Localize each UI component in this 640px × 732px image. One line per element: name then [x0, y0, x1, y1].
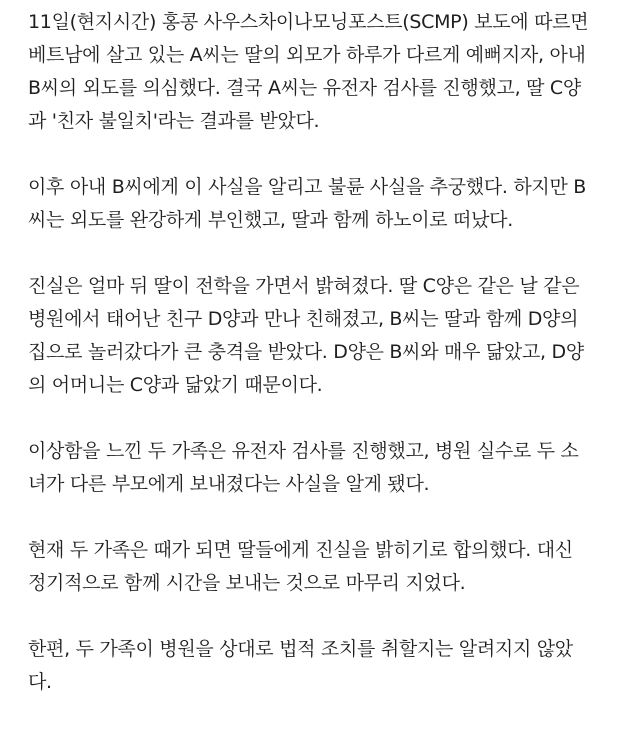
paragraph-line: 현재 두 가족은 때가 되면 딸들에게 진실을 밝히기로 합의했다. 대신 — [28, 539, 573, 561]
article-body — [28, 6, 624, 732]
paragraph-line: 진실은 얼마 뒤 딸이 전학을 가면서 밝혀졌다. 딸 C양은 같은 날 같은 — [28, 275, 580, 297]
paragraph-line: 베트남에 살고 있는 A씨는 딸의 외모가 하루가 다르게 예뻐지자, 아내 — [28, 44, 586, 66]
paragraph-line: 11일(현지시간) 홍콩 사우스차이나모닝포스트(SCMP) 보도에 따르면 — [28, 11, 589, 33]
paragraph-line: 이후 아내 B씨에게 이 사실을 알리고 불륜 사실을 추궁했다. 하지만 B — [28, 176, 587, 198]
paragraph-4 — [28, 435, 624, 501]
paragraph-line: 다. — [28, 671, 52, 693]
paragraph-1 — [28, 6, 624, 138]
paragraph-3 — [28, 270, 624, 402]
paragraph-6 — [28, 633, 624, 699]
paragraph-line: 과 '친자 불일치'라는 결과를 받았다. — [28, 110, 320, 132]
paragraph-5 — [28, 534, 624, 600]
paragraph-line: 이상함을 느낀 두 가족은 유전자 검사를 진행했고, 병원 실수로 두 소 — [28, 440, 579, 462]
paragraph-line: 녀가 다른 부모에게 보내졌다는 사실을 알게 됐다. — [28, 473, 430, 495]
paragraph-line: 의 어머니는 C양과 닮았기 때문이다. — [28, 374, 323, 396]
paragraph-line: 씨는 외도를 완강하게 부인했고, 딸과 함께 하노이로 떠났다. — [28, 209, 513, 231]
paragraph-line: 한편, 두 가족이 병원을 상대로 법적 조치를 취할지는 알려지지 않았 — [28, 638, 573, 660]
paragraph-line: 병원에서 태어난 친구 D양과 만나 친해졌고, B씨는 딸과 함께 D양의 — [28, 308, 579, 330]
paragraph-line: B씨의 외도를 의심했다. 결국 A씨는 유전자 검사를 진행했고, 딸 C양 — [28, 77, 581, 99]
paragraph-2 — [28, 171, 624, 237]
paragraph-line: 정기적으로 함께 시간을 보내는 것으로 마무리 지었다. — [28, 572, 466, 594]
paragraph-line: 집으로 놀러갔다가 큰 충격을 받았다. D양은 B씨와 매우 닮았고, D양 — [28, 341, 584, 363]
